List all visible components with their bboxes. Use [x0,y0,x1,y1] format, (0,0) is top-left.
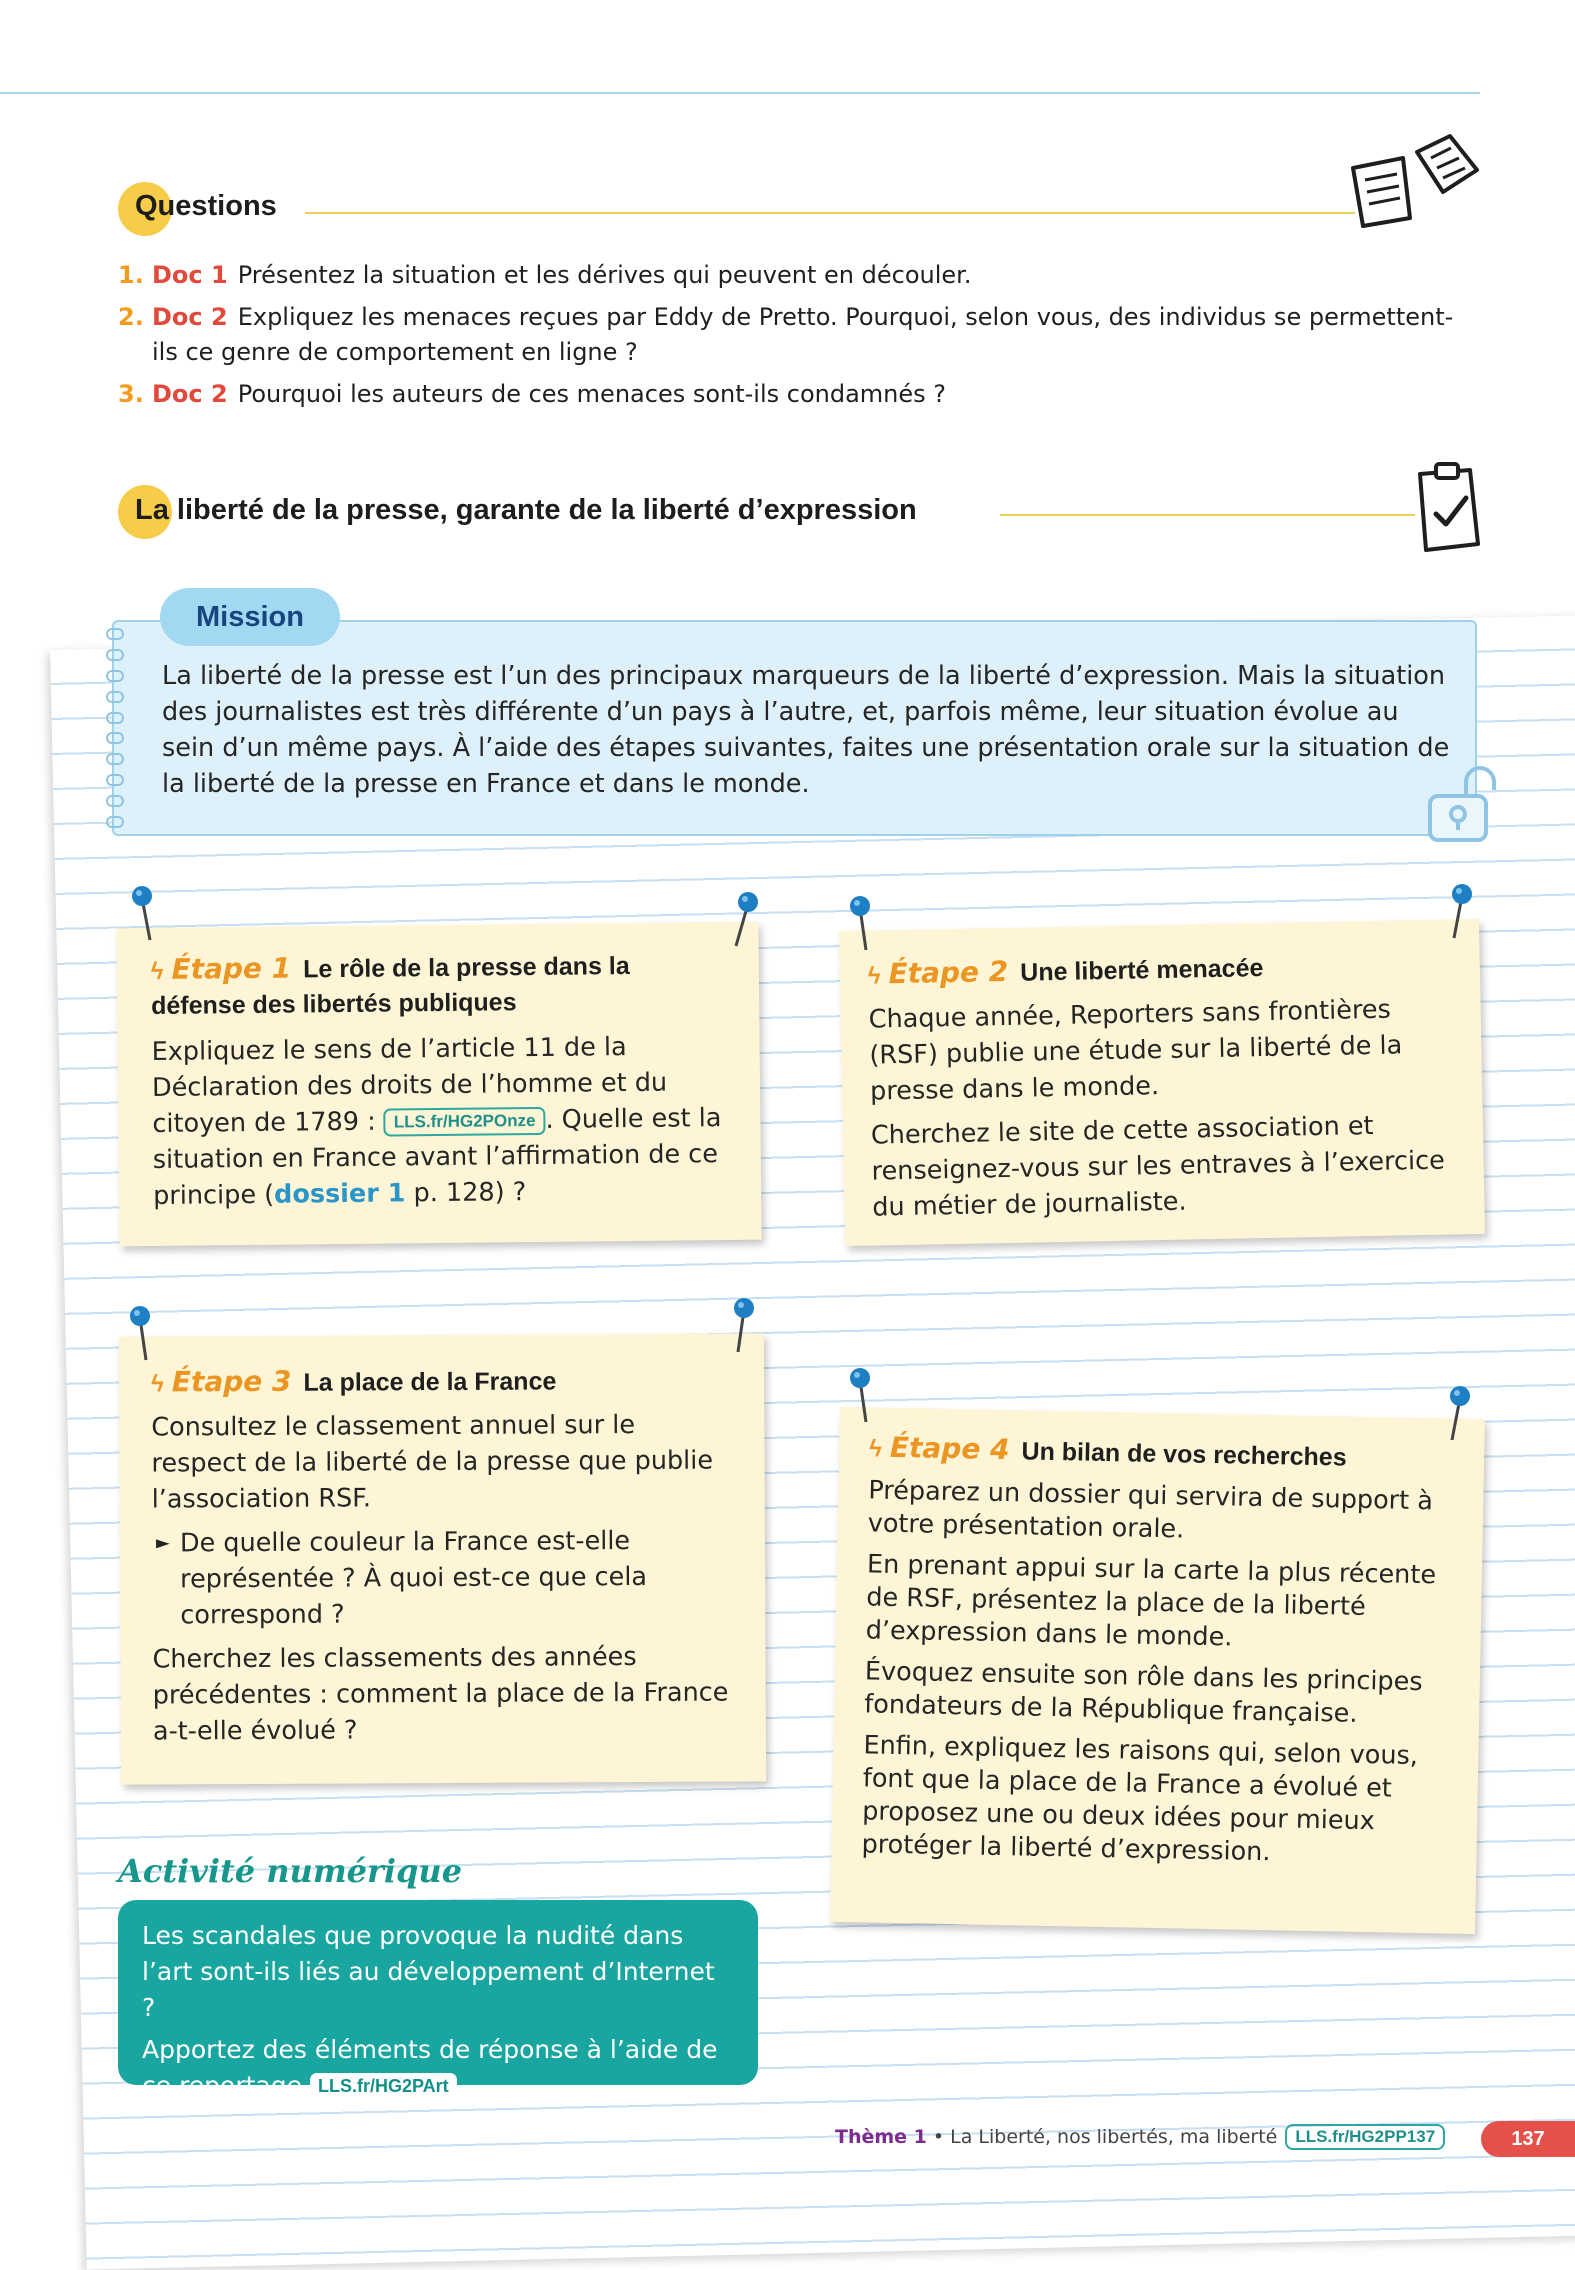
pushpin-icon [846,894,886,952]
activite-box [118,1900,758,2100]
question-number: 2. [118,303,144,331]
activite-title: Activité numérique [118,1852,463,1890]
etape1-link[interactable]: LLS.fr/HG2POnze [384,1107,546,1137]
etape4-title: Un bilan de vos recherches [1021,1437,1347,1472]
etape3-label: Étape 3 [171,1364,292,1399]
etape2-card [839,919,1485,1246]
question-item [118,300,1478,370]
etape2-body [868,990,1456,1225]
question-text: Expliquez les menaces reçues par Eddy de Pretto. Pourquoi, selon vous, des individus se permettent-ils ce genre de comportement en ligne ? [152,303,1454,366]
etape1-text-2: . Quelle est la situation en France avant l’affirmation de ce principe ( [152,1103,722,1211]
lightning-icon: ϟ [151,1370,164,1398]
question-doc: Doc 2 [152,303,228,331]
pushpin-icon [722,890,762,948]
question-doc: Doc 2 [152,380,228,408]
mission-box [112,620,1477,836]
question-item [118,377,1478,412]
etape3-title: La place de la France [303,1367,557,1397]
etape1-heading [151,946,730,1024]
etape1-title: Le rôle de la presse dans la défense des libertés publiques [151,951,630,1021]
question-doc: Doc 1 [152,261,228,289]
etape2-p2: Cherchez le site de cette association et renseignez-vous sur les entraves à l’exercice du métier de journaliste. [870,1110,1446,1223]
etape3-bullet [152,1522,736,1633]
etape2-title: Une liberté menacée [1019,954,1264,987]
activite-link[interactable]: LLS.fr/HG2PArt [310,2073,457,2099]
etape1-card [116,922,761,1247]
clipboard-check-icon [1410,462,1490,552]
questions-header [118,182,277,223]
question-text: Pourquoi les auteurs de ces menaces sont-ils condamnés ? [237,380,947,408]
etape3-p2: Cherchez les classements des années précédentes : comment la place de la France a-t-elle évolué ? [152,1641,729,1747]
mission-spiral [106,628,128,828]
pushpin-icon [126,1304,166,1362]
etape4-p2: En prenant appui sur la carte la plus récente de RSF, présentez la place de la liberté d’expression dans le monde. [865,1549,1437,1653]
papers-icon [1345,130,1485,230]
footer-bullet: • [932,2126,945,2148]
footer-text: La Liberté, nos libertés, ma liberté [950,2126,1278,2148]
etape1-label: Étape 1 [171,951,292,986]
bullet-triangle-icon: ► [155,1532,170,1554]
etape1-text-3: p. 128) ? [405,1177,527,1209]
activite-p1: Les scandales que provoque la nudité dans l’art sont-ils liés au développement d’Internet ? [142,1921,715,2022]
questions-list [118,258,1478,419]
pushpin-icon [1440,1384,1480,1442]
etape3-card [119,1333,766,1784]
section2-title: La liberté de la presse, garante de la liberté d’expression [135,494,917,526]
lightning-icon: ϟ [867,962,881,990]
activite-p2 [142,2032,734,2104]
lightning-icon: ϟ [868,1435,883,1463]
question-text: Présentez la situation et les dérives qui peuvent en découler. [237,261,972,289]
lightning-icon: ϟ [150,957,164,986]
etape3-body [151,1406,736,1749]
activite-p2-end: . [456,2071,465,2100]
question-number: 1. [118,261,144,289]
questions-underline [305,212,1355,214]
mission-label: Mission [160,588,340,646]
pushpin-icon [846,1366,886,1424]
mission-text: La liberté de la presse est l’un des principaux marqueurs de la liberté d’expression. Mais la situation des journalistes est très différente d’un pays à l’autre, et, parfois même, leur situation évolue au sein d’un même pays. À l’aide des étapes suivantes, faites une présentation orale sur la situation de la liberté de la presse en France et dans le monde. [162,661,1450,799]
page-footer [835,2124,1445,2150]
etape3-bullet-text: De quelle couleur la France est-elle représentée ? À quoi est-ce que cela correspond ? [179,1526,648,1631]
pushpin-icon [128,884,168,942]
etape1-text: Expliquez le sens de l’article 11 de la Déclaration des droits de l’homme et du citoyen de 1789 : [151,1032,668,1140]
question-item [118,258,1478,293]
etape3-heading [151,1361,734,1401]
etape4-p3: Évoquez ensuite son rôle dans les principes fondateurs de la République française. [864,1656,1423,1729]
page-number: 137 [1481,2121,1575,2157]
question-number: 3. [118,380,144,408]
etape2-p1: Chaque année, Reporters sans frontières (RSF) publie une étude sur la liberté de la presse dans le monde. [868,994,1403,1107]
footer-theme: Thème 1 [835,2126,927,2148]
section2-header [118,485,917,527]
activite-p2-text: Apportez des éléments de réponse à l’aide de ce reportage [142,2035,718,2100]
footer-link[interactable]: LLS.fr/HG2PP137 [1285,2124,1445,2150]
etape4-heading [869,1429,1453,1477]
etape3-p1: Consultez le classement annuel sur le respect de la liberté de la presse que publie l’association RSF. [151,1409,714,1515]
etape4-card [830,1407,1485,1934]
section2-underline [1000,514,1415,516]
pushpin-icon [1442,882,1482,940]
etape2-label: Étape 2 [888,954,1009,991]
etape4-label: Étape 4 [889,1430,1010,1467]
etape4-body [861,1474,1451,1872]
etape2-heading [868,945,1453,993]
etape1-body [151,1028,731,1214]
questions-title: Questions [135,190,277,222]
unlock-icon [1424,762,1504,846]
etape4-p4: Enfin, expliquez les raisons qui, selon vous, font que la place de la France a évolué et proposez une ou deux idées pour mieux protéger la liberté d’expression. [861,1730,1419,1868]
top-rule [0,92,1480,94]
pushpin-icon [722,1296,762,1354]
dossier-link[interactable]: dossier 1 [273,1178,406,1210]
etape4-p1: Préparez un dossier qui servira de support à votre présentation orale. [867,1475,1434,1545]
